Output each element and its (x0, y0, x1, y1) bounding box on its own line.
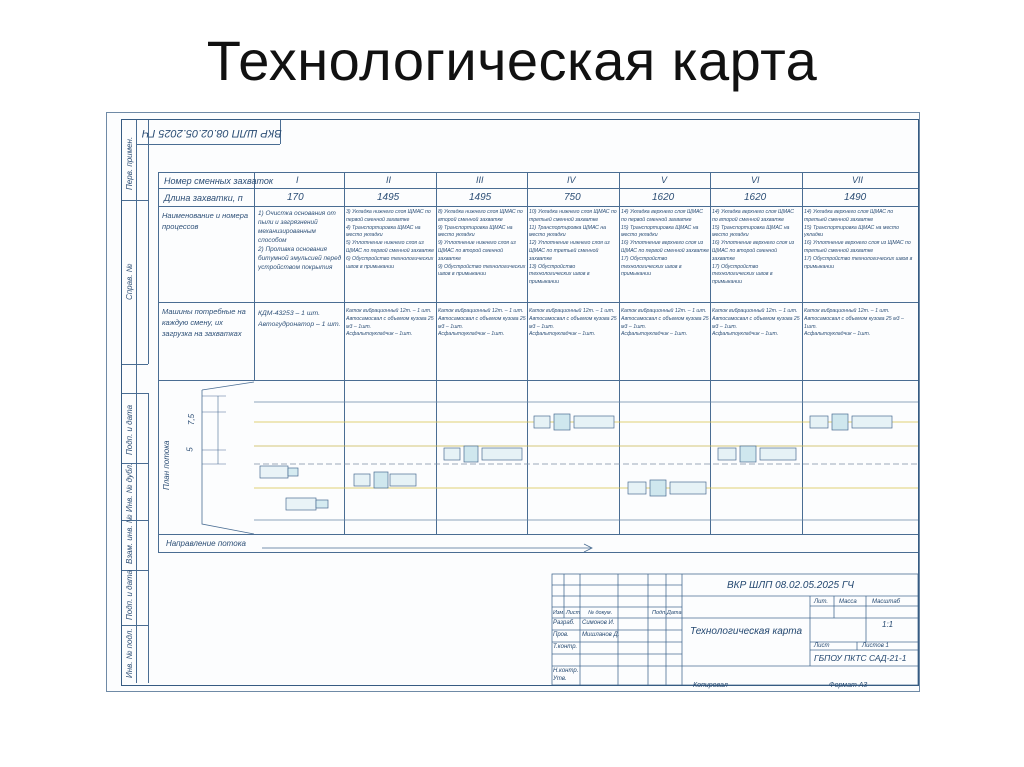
col4-roman: IV (567, 175, 576, 185)
drawing-frame (121, 119, 919, 686)
tb-col-izm: Изм. (553, 610, 565, 616)
header-row2: Длина захватки, п (164, 193, 243, 203)
tb-mass: Масса (839, 599, 857, 605)
strip-perv-primen: Перв. примен. (125, 136, 134, 190)
col4-length: 750 (564, 192, 581, 203)
col3-process: 8) Укладка нижнего слоя ЩМАС по второй сменной захватке 9) Транспортировка ЩМАС на место укладки 9) Уплотнение нижнего слоя из ЩМАС по второй сменной захватке 9) Обустройство технологических швов в примыкании (438, 209, 526, 278)
col6-roman: VI (751, 175, 760, 185)
col1-machines: КДМ-43253 – 1 шт. Автогудронатор – 1 шт. (258, 310, 341, 328)
col7-length: 1490 (844, 192, 867, 203)
strip-inv-podl: Инв. № подл. (125, 628, 134, 678)
col5-process: 14) Укладка верхнего слоя ЩМАС по первой сменной захватке 15) Транспортировка ЩМАС на место укладки 16) Уплотнение верхнего слоя из ЩМАС по первой сменной захватке 17) Обустройство технологических швов в примыкании (621, 209, 709, 278)
tb-role-nkontr: Н.контр. (553, 668, 579, 674)
col5-machines: Каток вибрационный 12т. – 1 шт. Автосамосвал с объемом кузова 25 м3 – 1шт. Асфальтоукладчик – 1шт. (621, 308, 709, 338)
strip-inv-dubl: Инв. № дубл. (125, 462, 134, 512)
tb-role-utv: Утв. (553, 676, 567, 682)
tb-name: Технологическая карта (690, 626, 803, 637)
tb-person-prov: Мишланов Д. (582, 632, 620, 638)
col1-length: 170 (287, 192, 304, 203)
strip-vzam: Взам. инв. № (125, 514, 134, 564)
tb-code: ВКР ШЛП 08.02.05.2025 ГЧ (727, 580, 854, 591)
strip-podp-2: Подп. и дата (125, 569, 134, 620)
tb-lit: Лит. (814, 599, 829, 605)
col3-length: 1495 (469, 192, 492, 203)
tb-scale: Масштаб (872, 599, 901, 605)
tb-org: ГБПОУ ПКТС САД-21-1 (814, 653, 907, 663)
col6-machines-group (718, 446, 796, 462)
col2-machines-group (354, 472, 416, 488)
col1-distributor (286, 498, 328, 510)
col6-machines: Каток вибрационный 12т. – 1 шт. Автосамосвал с объемом кузова 25 м3 – 1шт. Асфальтоукладчик – 1шт. (712, 308, 800, 338)
tb-person-razrab: Симонов И. (582, 620, 615, 626)
flow-plan-graphics (122, 120, 918, 685)
col1-process: 1) Очистка основания от пыли и загрязнений механизированным способом 2) Проливка основания битумной эмульсией перед устройством покрытия (258, 210, 342, 271)
col4-machines: Каток вибрационный 12т. – 1 шт. Автосамосвал с объемом кузова 25 м3 – 1шт. Асфальтоукладчик – 1шт. (529, 308, 617, 338)
tb-col-podp: Подп. (652, 610, 667, 616)
col1-sweeper (260, 466, 298, 478)
tb-col-dokum: № докум. (588, 610, 613, 616)
header-row3: Наименование и номера процессов (162, 211, 249, 231)
dim-5: 5 (185, 447, 195, 452)
col3-machines-group (444, 446, 522, 462)
col1-roman: I (296, 175, 299, 185)
tb-scale-value: 1:1 (882, 620, 894, 629)
col2-length: 1495 (377, 192, 400, 203)
top-code: ВКР ШЛП 08.02.05.2025 ГЧ (142, 127, 282, 139)
strip-sprav: Справ. № (125, 263, 134, 300)
col2-roman: II (386, 175, 392, 185)
col7-roman: VII (852, 175, 864, 185)
tb-col-data: Дата (667, 610, 682, 616)
dim-7-5: 7,5 (187, 413, 197, 426)
col2-machines: Каток вибрационный 12т. – 1 шт. Автосамосвал с объемом кузова 25 м3 – 1шт. Асфальтоукладчик – 1шт. (346, 308, 434, 338)
col5-length: 1620 (652, 192, 675, 203)
col6-length: 1620 (744, 192, 767, 203)
flow-plan-label: План потока (162, 440, 171, 490)
tb-format: Формат А3 (829, 682, 868, 689)
slide-title: Технологическая карта (206, 29, 818, 92)
drawing-sheet (106, 112, 920, 692)
col4-process: 10) Укладка нижнего слоя ЩМАС по третьей сменной захватке 11) Транспортировка ЩМАС на место укладки 12) Уплотнение нижнего слоя из ЩМАС по третьей сменной захватке 13) Обустройство технологических швов в примыкании (529, 209, 617, 286)
tb-sheet: Лист (814, 643, 830, 649)
tb-sheets: Листов 1 (862, 643, 889, 649)
col4-machines-group (534, 414, 614, 430)
flow-direction-label: Направление потока (166, 539, 246, 548)
tb-role-prov: Пров. (553, 632, 569, 638)
header-row4: Машины потребные на каждую смену, их загрузка на захватках (162, 307, 246, 338)
tb-role-razrab: Разраб. (553, 620, 575, 626)
header-row1: Номер сменных захваток (164, 176, 274, 186)
col7-process: 14) Укладка верхнего слоя ЩМАС по третьей сменной захватке 15) Транспортировка ЩМАС на место укладки 16) Уплотнение верхнего слоя из ЩМАС по третьей сменной захватке 17) Обустройство технологических швов в примыкании (804, 209, 913, 270)
col5-roman: V (661, 175, 668, 185)
tb-col-list: Лист (566, 610, 581, 616)
tb-role-tkontr: Т.контр. (553, 644, 578, 650)
col2-process: 3) Укладка нижнего слоя ЩМАС по первой сменной захватке 4) Транспортировка ЩМАС на место укладки 5) Уплотнение нижнего слоя из ЩМАС по первой сменной захватке 6) Обустройство технологических швов в примыкании (346, 209, 434, 270)
col3-roman: III (476, 175, 484, 185)
col7-machines: Каток вибрационный 12т. – 1 шт. Автосамосвал с объемом кузова 25 м3 – 1шт. Асфальтоукладчик – 1шт. (804, 308, 904, 338)
col6-process: 14) Укладка верхнего слоя ЩМАС по второй сменной захватке 15) Транспортировка ЩМАС на место укладки 16) Уплотнение верхнего слоя из ЩМАС по второй сменной захватке 17) Обустройство технологических швов в примыкании (712, 209, 795, 286)
strip-podp-1: Подп. и дата (125, 404, 134, 455)
col3-machines: Каток вибрационный 12т. – 1 шт. Автосамосвал с объемом кузова 25 м3 – 1шт. Асфальтоукладчик – 1шт. (438, 308, 526, 338)
tb-copied: Копировал (693, 682, 728, 689)
